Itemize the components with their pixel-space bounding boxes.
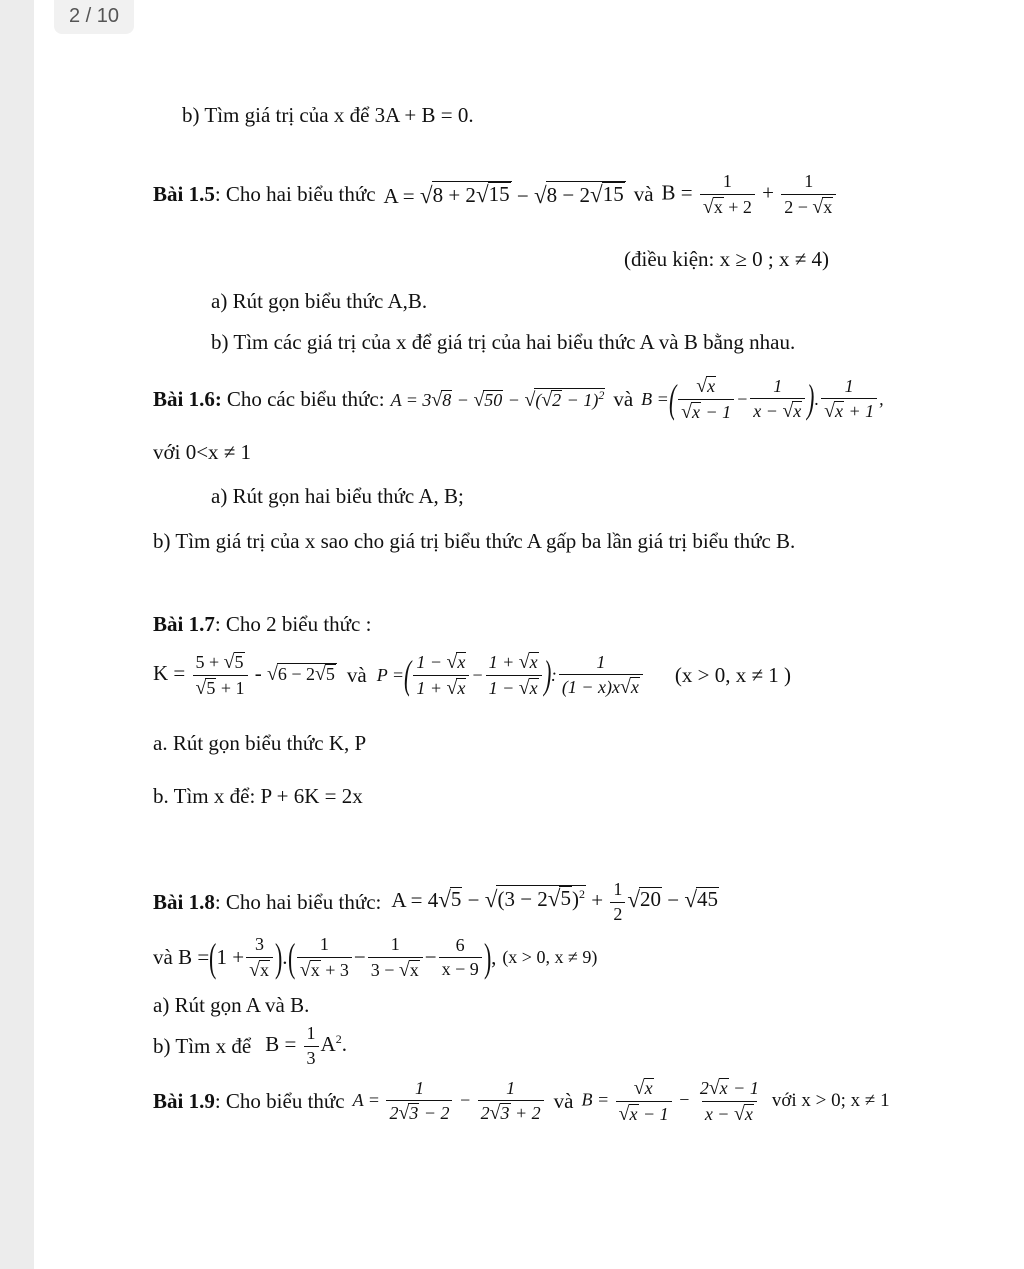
- condition: với 0<x ≠ 1: [153, 440, 252, 464]
- formula-B: ( 1 + 3 √ x ) . ( 1 √ x + 3 − 1 3 − √ x − $\frac{6}{x - 9}$ ) ,: [209, 934, 497, 981]
- formula-K: K = 5 + √ 5 √ 5 + 1 - √ 6 − 2 √ 5: [153, 651, 335, 699]
- text-line: b) Tìm các giá trị của x để giá trị của hai biểu thức A và B bằng nhau.: [211, 330, 796, 354]
- exercise-1-6-statement: [153, 376, 884, 423]
- formula-A: A = 4 √ 5 − √ (3 − 2 √ 5 )$^2$ + $\frac{1}{2}$ √ 20 − √ 45: [391, 879, 719, 924]
- condition: (điều kiện: x ≥ 0 ; x ≠ 4): [624, 247, 830, 271]
- exercise-1-7-statement: [153, 612, 371, 637]
- page-indicator: 2 / 10: [54, 0, 134, 34]
- exercise-1-8-part-b: [153, 1024, 347, 1069]
- exercise-label: Bài 1.5: [153, 182, 215, 207]
- text-line: a) Rút gọn biểu thức A,B.: [211, 289, 428, 313]
- condition: (x > 0, x ≠ 1 ): [674, 662, 791, 687]
- and-word: và B =: [153, 945, 210, 970]
- formula-A: A = 3 √ 8 − √ 50 − √ ( √ 2 − 1)$^2$: [390, 387, 605, 411]
- text-line: b) Tìm giá trị của x sao cho giá trị biểu thức A gấp ba lần giá trị biểu thức B.: [153, 529, 796, 553]
- exercise-1-9-statement: [153, 1078, 890, 1125]
- exercise-label: Bài 1.9: [153, 1088, 215, 1113]
- text-line: a) Rút gọn hai biểu thức A, B;: [211, 484, 464, 508]
- exercise-1-8-formula-B: [153, 935, 597, 981]
- part-b-text: b) Tìm x để: [153, 1033, 252, 1058]
- text-line: a. Rút gọn biểu thức K, P: [153, 731, 367, 755]
- exercise-1-8-statement: [153, 880, 719, 925]
- formula-B: B = √ x √ x − 1 − 2 √ x − 1 x − √ x: [581, 1077, 759, 1125]
- exercise-text: : Cho biểu thức: [214, 1088, 345, 1113]
- exercise-label: Bài 1.8: [153, 889, 215, 914]
- and-word: và: [633, 182, 654, 207]
- formula-A: A = 1 2 √ 3 − 2 − 1 2 √ 3 + 2: [353, 1079, 546, 1125]
- formula-B: B = 1 √ x + 2 + 1 2 − √ x: [662, 172, 839, 218]
- and-word: và: [553, 1088, 574, 1113]
- exercise-1-7-formulas: [153, 652, 791, 699]
- formula-P: P = ( 1 − √ x 1 + √ x − 1 + √ x 1 − √ x ) : 1 (1 − x)x √ x: [377, 652, 645, 699]
- exercise-label: Bài 1.7: [153, 612, 215, 636]
- formula-A: A = √ 8 + 2 √ 15 − √ 8 − 2 √ 15: [383, 180, 624, 208]
- exercise-text: : Cho 2 biểu thức :: [214, 612, 372, 636]
- and-word: và: [346, 662, 367, 687]
- exercise-text: Cho các biểu thức:: [226, 386, 385, 411]
- formula-B: B = ( √ x √ x − 1 − 1 x − √ x ) . 1 √ x + 1 ,: [641, 375, 884, 423]
- text-line: b. Tìm x để: P + 6K = 2x: [153, 784, 363, 808]
- exercise-text: : Cho hai biểu thức: [214, 182, 376, 207]
- text-line: b) Tìm giá trị của x để 3A + B = 0.: [182, 103, 474, 127]
- condition: với x > 0; x ≠ 1: [771, 1090, 890, 1112]
- exercise-1-5-statement: [153, 172, 838, 218]
- condition: (x > 0, x ≠ 9): [502, 947, 598, 968]
- exercise-text: : Cho hai biểu thức:: [214, 889, 382, 914]
- text-line: a) Rút gọn A và B.: [153, 993, 310, 1017]
- exercise-label: Bài 1.6:: [153, 386, 222, 411]
- formula-B-eq: B = $\frac{1}{3}$ $A^2$.: [265, 1023, 347, 1068]
- and-word: và: [613, 386, 634, 411]
